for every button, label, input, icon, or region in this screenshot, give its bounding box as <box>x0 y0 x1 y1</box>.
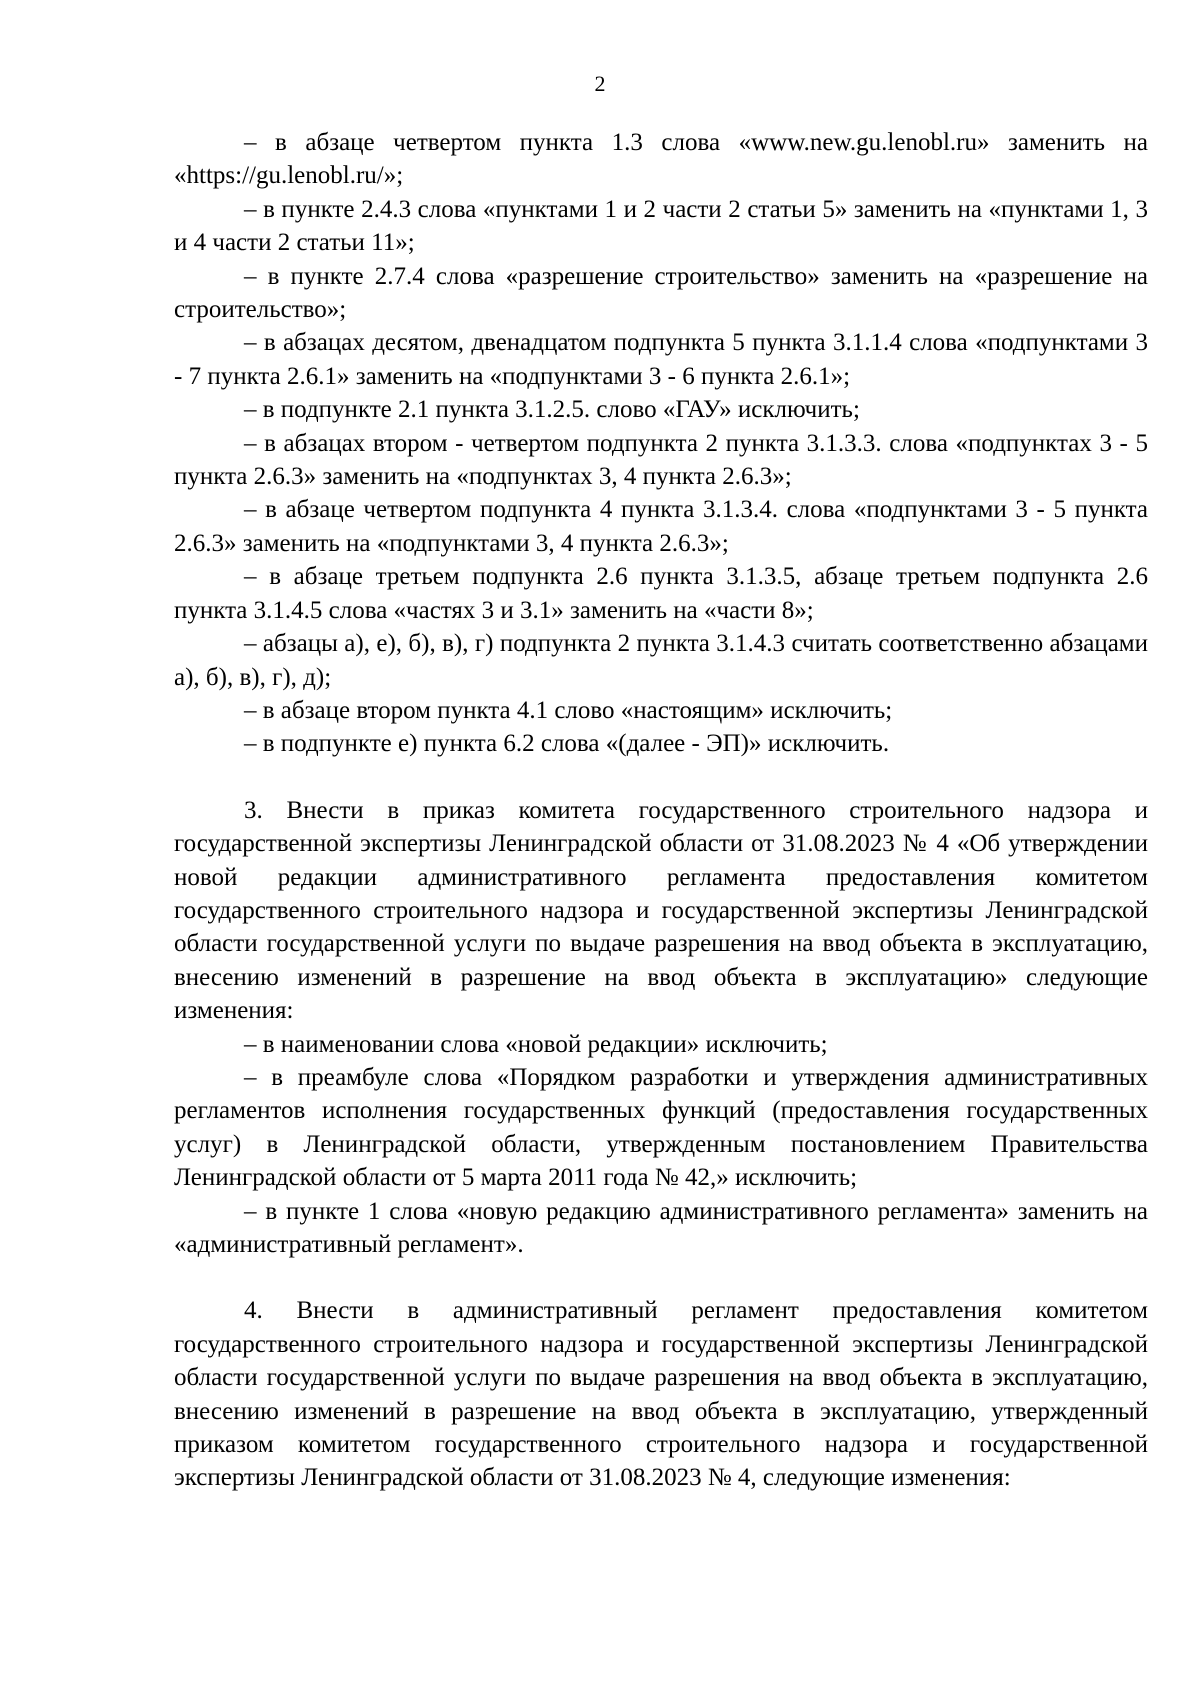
amendment-paragraph: – в абзаце четвертом подпункта 4 пункта 3.1.3.4. слова «подпунктами 3 - 5 пункта 2.6.3» заменить на «подпунктами 3, 4 пункта 2.6.3»; <box>174 496 1148 557</box>
amendment-paragraph: – в абзаце четвертом пункта 1.3 слова «www.new.gu.lenobl.ru» заменить на «https://gu.lenobl.ru/»; <box>174 129 1148 190</box>
section-3-change: – в пункте 1 слова «новую редакцию административного регламента» заменить на «административный регламент». <box>174 1197 1148 1258</box>
amendment-paragraph: – в абзацах втором - четвертом подпункта 2 пункта 3.1.3.3. слова «подпунктах 3 - 5 пункта 2.6.3» заменить на «подпунктах 3, 4 пункта 2.6.3»; <box>174 429 1148 491</box>
amendment-paragraph: – в подпункте е) пункта 6.2 слова «(далее - ЭП)» исключить. <box>244 730 890 758</box>
document-body <box>174 126 1148 1495</box>
section-spacer <box>174 1261 1148 1294</box>
section-3-intro: 3. Внести в приказ комитета государственного строительного надзора и государственной экспертизы Ленинградской области от 31.08.2023 № 4 «Об утверждении новой редакции административного регламента предоставления комитетом государственного строительного надзора и государственной экспертизы Ленинградской области государственной услуги по выдаче разрешения на ввод объекта в эксплуатацию, внесению изменений в разрешение на ввод объекта в эксплуатацию» следующие изменения: <box>174 796 1148 1025</box>
amendment-paragraph: – в подпункте 2.1 пункта 3.1.2.5. слово «ГАУ» исключить; <box>244 396 860 424</box>
amendment-paragraph: – в абзаце втором пункта 4.1 слово «настоящим» исключить; <box>244 696 893 724</box>
amendment-paragraph: – в абзаце третьем подпункта 2.6 пункта 3.1.3.5, абзаце третьем подпункта 2.6 пункта 3.1.4.5 слова «частях 3 и 3.1» заменить на «части 8»; <box>174 563 1148 624</box>
section-spacer <box>174 761 1148 794</box>
amendment-paragraph: – в абзацах десятом, двенадцатом подпункта 5 пункта 3.1.1.4 слова «подпунктами 3 - 7 пункта 2.6.1» заменить на «подпунктами 3 - 6 пункта 2.6.1»; <box>174 329 1148 390</box>
amendment-paragraph: – в пункте 2.4.3 слова «пунктами 1 и 2 части 2 статьи 5» заменить на «пунктами 1, 3 и 4 части 2 статьи 11»; <box>174 195 1148 257</box>
section-4-intro: 4. Внести в административный регламент предоставления комитетом государственного строительного надзора и государственной экспертизы Ленинградской области государственной услуги по выдаче разрешения на ввод объекта в эксплуатацию, внесению изменений в разрешение на ввод объекта в эксплуатацию, утвержденный приказом комитетом государственного строительного надзора и государственной экспертизы Ленинградской области от 31.08.2023 № 4, следующие изменения: <box>174 1297 1148 1492</box>
amendment-paragraph: – в пункте 2.7.4 слова «разрешение строительство» заменить на «разрешение на строительство»; <box>174 262 1148 324</box>
section-3-change: – в наименовании слова «новой редакции» исключить; <box>244 1030 828 1058</box>
page-number: 2 <box>594 71 606 96</box>
section-3-change: – в преамбуле слова «Порядком разработки и утверждения административных регламентов исполнения государственных функций (предоставления государственных услуг) в Ленинградской области, утвержденным постановлением Правительства Ленинградской области от 5 марта 2011 года № 42,» исключить; <box>174 1063 1148 1192</box>
amendment-paragraph: – абзацы а), е), б), в), г) подпункта 2 пункта 3.1.4.3 считать соответственно абзацами а), б), в), г), д); <box>174 630 1148 691</box>
